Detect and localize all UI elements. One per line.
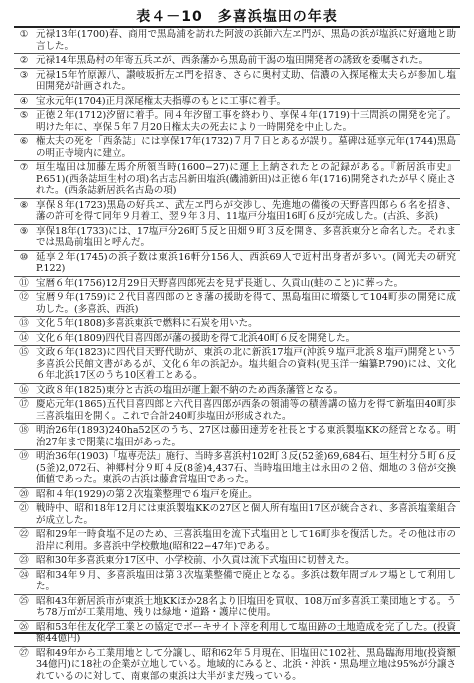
- row-text: 慶応元年(1865)五代目喜四郎と六代目喜四郎が西条の領浦等の積善講の協力を得て新塩田40町歩三喜浜塩田を開く。これで合計240町歩塩田が形成された。: [34, 398, 460, 423]
- row-text: 文化６年(1809)四代目喜四郎が藩の援助を得て北浜40町６反を開発した。: [34, 332, 460, 346]
- row-number: ㉕: [14, 595, 34, 620]
- row-number: ㉓: [14, 554, 34, 568]
- table-row: [14, 488, 460, 503]
- row-number: ⑪: [14, 277, 34, 291]
- row-text: 昭和43年新居浜市が東浜土地KKほか28名より旧塩田を買収、108万㎡多喜浜工業団地とする。うち78万㎡が工業用地、残りは緑地・道路・護岸に使用。: [34, 595, 460, 620]
- row-text: 昭和４年(1929)の第２次塩業整理で６塩戸を廃止。: [34, 488, 460, 502]
- row-number: ⑯: [14, 384, 34, 398]
- table-row: [14, 251, 460, 277]
- row-text: 昭和53年住友化学工業との協定でボーキサイト滓を利用して塩田跡の土地造成を完了した。(投資額44億円): [34, 621, 460, 646]
- row-number: ㉒: [14, 528, 34, 553]
- table-row: [14, 135, 460, 161]
- table-row: [14, 398, 460, 424]
- row-text: 宝暦６年(1756)12月29日天野喜四郎死去を見ず長逝し、久貢山(蛙のこと)に葬った。: [34, 277, 460, 291]
- row-text: 文化５年(1808)多喜浜東浜で燃料に石炭を用いた。: [34, 317, 460, 331]
- row-text: 宝暦９年(1759)に２代目喜四郎のとき藩の援助を得て、黒島塩田に増築して104町歩の開発に成功した。(多喜浜、西浜): [34, 291, 460, 316]
- row-text: 昭和49年から工業用地として分譲し、昭和62年５月現在、旧塩田に102社、黒島臨海用地(投資額34億円)に18社の企業が立地している。地域的にみると、北浜・沖浜・黒島埋立地は95%が分譲されているのに対して、南東部の東浜は大半がまだ残っている。: [34, 647, 460, 683]
- table-row: [14, 225, 460, 251]
- table-row: [14, 554, 460, 569]
- table-row: [14, 109, 460, 135]
- table-row: [14, 569, 460, 595]
- row-number: ⑰: [14, 398, 34, 423]
- table-row: [14, 346, 460, 384]
- row-text: 元禄15年竹原源八、讃岐坂折左ヱ門を招き、さらに奥村丈助、信濃の入探尾権太夫らが参加し塩田開発が計画された。: [34, 69, 460, 94]
- row-number: ⑥: [14, 135, 34, 160]
- row-number: ⑧: [14, 199, 34, 224]
- row-number: ⑬: [14, 317, 34, 331]
- row-text: 権太夫の死を「西条誌」には享保17年(1732)７月７日とあるが誤り。墓碑は延享元年(1744)黒島の明正寺境内に建立。: [34, 135, 460, 160]
- row-text: 文政８年(1825)東分と古浜の塩田が運上銀不納のため西条藩管となる。: [34, 384, 460, 398]
- table-row: [14, 595, 460, 621]
- row-number: ㉔: [14, 569, 34, 594]
- row-number: ②: [14, 54, 34, 68]
- row-number: ⑨: [14, 225, 34, 250]
- row-number: ㉑: [14, 502, 34, 527]
- row-number: ⑩: [14, 251, 34, 276]
- chronology-table: [14, 26, 460, 634]
- table-row: [14, 332, 460, 347]
- row-text: 延享２年(1745)の浜子数は東浜16軒分156人、西浜69人で近村出身者が多い。(岡光夫の研究P.122): [34, 251, 460, 276]
- table-row: [14, 69, 460, 95]
- table-row: [14, 528, 460, 554]
- row-text: 宝永元年(1704)正月深尾権太夫指導のもとに工事に着手。: [34, 95, 460, 109]
- row-number: ㉗: [14, 647, 34, 683]
- row-number: ⑫: [14, 291, 34, 316]
- row-text: 昭和30年多喜浜東分17区中、小学校前、小久貢は流下式塩田に切替えた。: [34, 554, 460, 568]
- row-text: 享保18年(1733)には、17塩戸分26町５反と田畑９町３反を開き、多喜浜東分と命名した。それまでは黒島前塩田と呼んだ。: [34, 225, 460, 250]
- row-number: ⑦: [14, 161, 34, 198]
- row-text: 明治36年(1903)「塩専売法」施行、当時多喜浜村102町３反(52釜)69,684石、垣生村分５町６反(5釜)2,072石、神郷村分９町４反(8釜)4,437石、当時塩田地主は永田の２倍、畑地の３倍が交換価値であった。東浜の古浜は藤倉営塩田であった。: [34, 450, 460, 487]
- row-number: ⑱: [14, 424, 34, 449]
- row-number: ④: [14, 95, 34, 109]
- row-text: 元禄13年(1700)春、商用で黒島浦を訪れた阿波の浜師六左ヱ門が、黒島の浜が塩浜に好適地と助言した。: [34, 28, 460, 53]
- table-row: [14, 450, 460, 488]
- row-text: 享保８年(1723)黒島の好兵ヱ、武左ヱ門らが交渉し、先進地の備後の天野喜四郎ら６名を招き、藩の許可を得て同年９月着工、翌９年３月、11塩戸分塩田16町６反が完成した。(古浜、多浜): [34, 199, 460, 224]
- row-number: ⑳: [14, 488, 34, 502]
- row-number: ⑭: [14, 332, 34, 346]
- table-row: [14, 291, 460, 317]
- row-text: 明治26年(1893)240ha52区のうち、27区は藤田達芳を社長とする東浜製塩KKの経営となる。明治27年まで閉業に塩田があった。: [34, 424, 460, 449]
- table-row: [14, 277, 460, 292]
- row-number: ⑲: [14, 450, 34, 487]
- row-text: 昭和29年一時食塩不足のため、三喜浜塩田を流下式塩田として16町歩を復活した。その他は市の沿岸に利用。多喜浜中学校敷地(昭和22−47年)である。: [34, 528, 460, 553]
- table-row: [14, 199, 460, 225]
- table-row: [14, 28, 460, 54]
- row-text: 戦時中、昭和18年12月には東浜製塩KKの27区と個人所有塩田17区が統合され、多喜浜塩業組合が成立した。: [34, 502, 460, 527]
- row-number: ⑤: [14, 109, 34, 134]
- table-row: [14, 424, 460, 450]
- row-number: ①: [14, 28, 34, 53]
- table-row: [14, 161, 460, 199]
- row-number: ㉖: [14, 621, 34, 646]
- table-row: [14, 317, 460, 332]
- table-row: [14, 95, 460, 110]
- row-text: 昭和34年９月、多喜浜塩田は第３次塩業整備で廃止となる。多浜は数年間ゴルフ場として利用した。: [34, 569, 460, 594]
- table-row: [14, 54, 460, 69]
- row-text: 文政６年(1823)に四代目天野代助が、東浜の北に新浜17塩戸(沖浜９塩戸北浜８塩戸)開発という多喜浜公民館文書があるが、文化６年の浜記か。塩共組合の資料(児玉洋一編纂P.790)には、文化６年北浜17区のうち10区着工とある。: [34, 346, 460, 383]
- table-row: [14, 502, 460, 528]
- table-row: [14, 647, 460, 683]
- row-text: 元禄14年黒島村の年寄五兵ヱが、西条藩から黒島前干潟の塩田開発者の誘致を委嘱された。: [34, 54, 460, 68]
- row-text: 正徳２年(1712)汐留に着手。同４年汐留工事を終わり、享保４年(1719)十三問浜の開発を完了。明けた年に、享保５年７月20日権太夫の死去により一時開発を中止した。: [34, 109, 460, 134]
- table-row: [14, 384, 460, 399]
- table-row: [14, 621, 460, 647]
- table-title: 表４－10 多喜浜塩田の年表: [0, 6, 474, 26]
- row-number: ⑮: [14, 346, 34, 383]
- row-number: ③: [14, 69, 34, 94]
- row-text: 垣生塩田は加藤左馬介所領当時(1600−27)に運上上納されたとの記録がある。『新居浜市史』P.651)(西条誌垣生村の項)名古志呂新田塩浜(磯浦新田)は正徳６年(1716)開発されたが早く廃止された。(西条誌新居浜名古島の項): [34, 161, 460, 198]
